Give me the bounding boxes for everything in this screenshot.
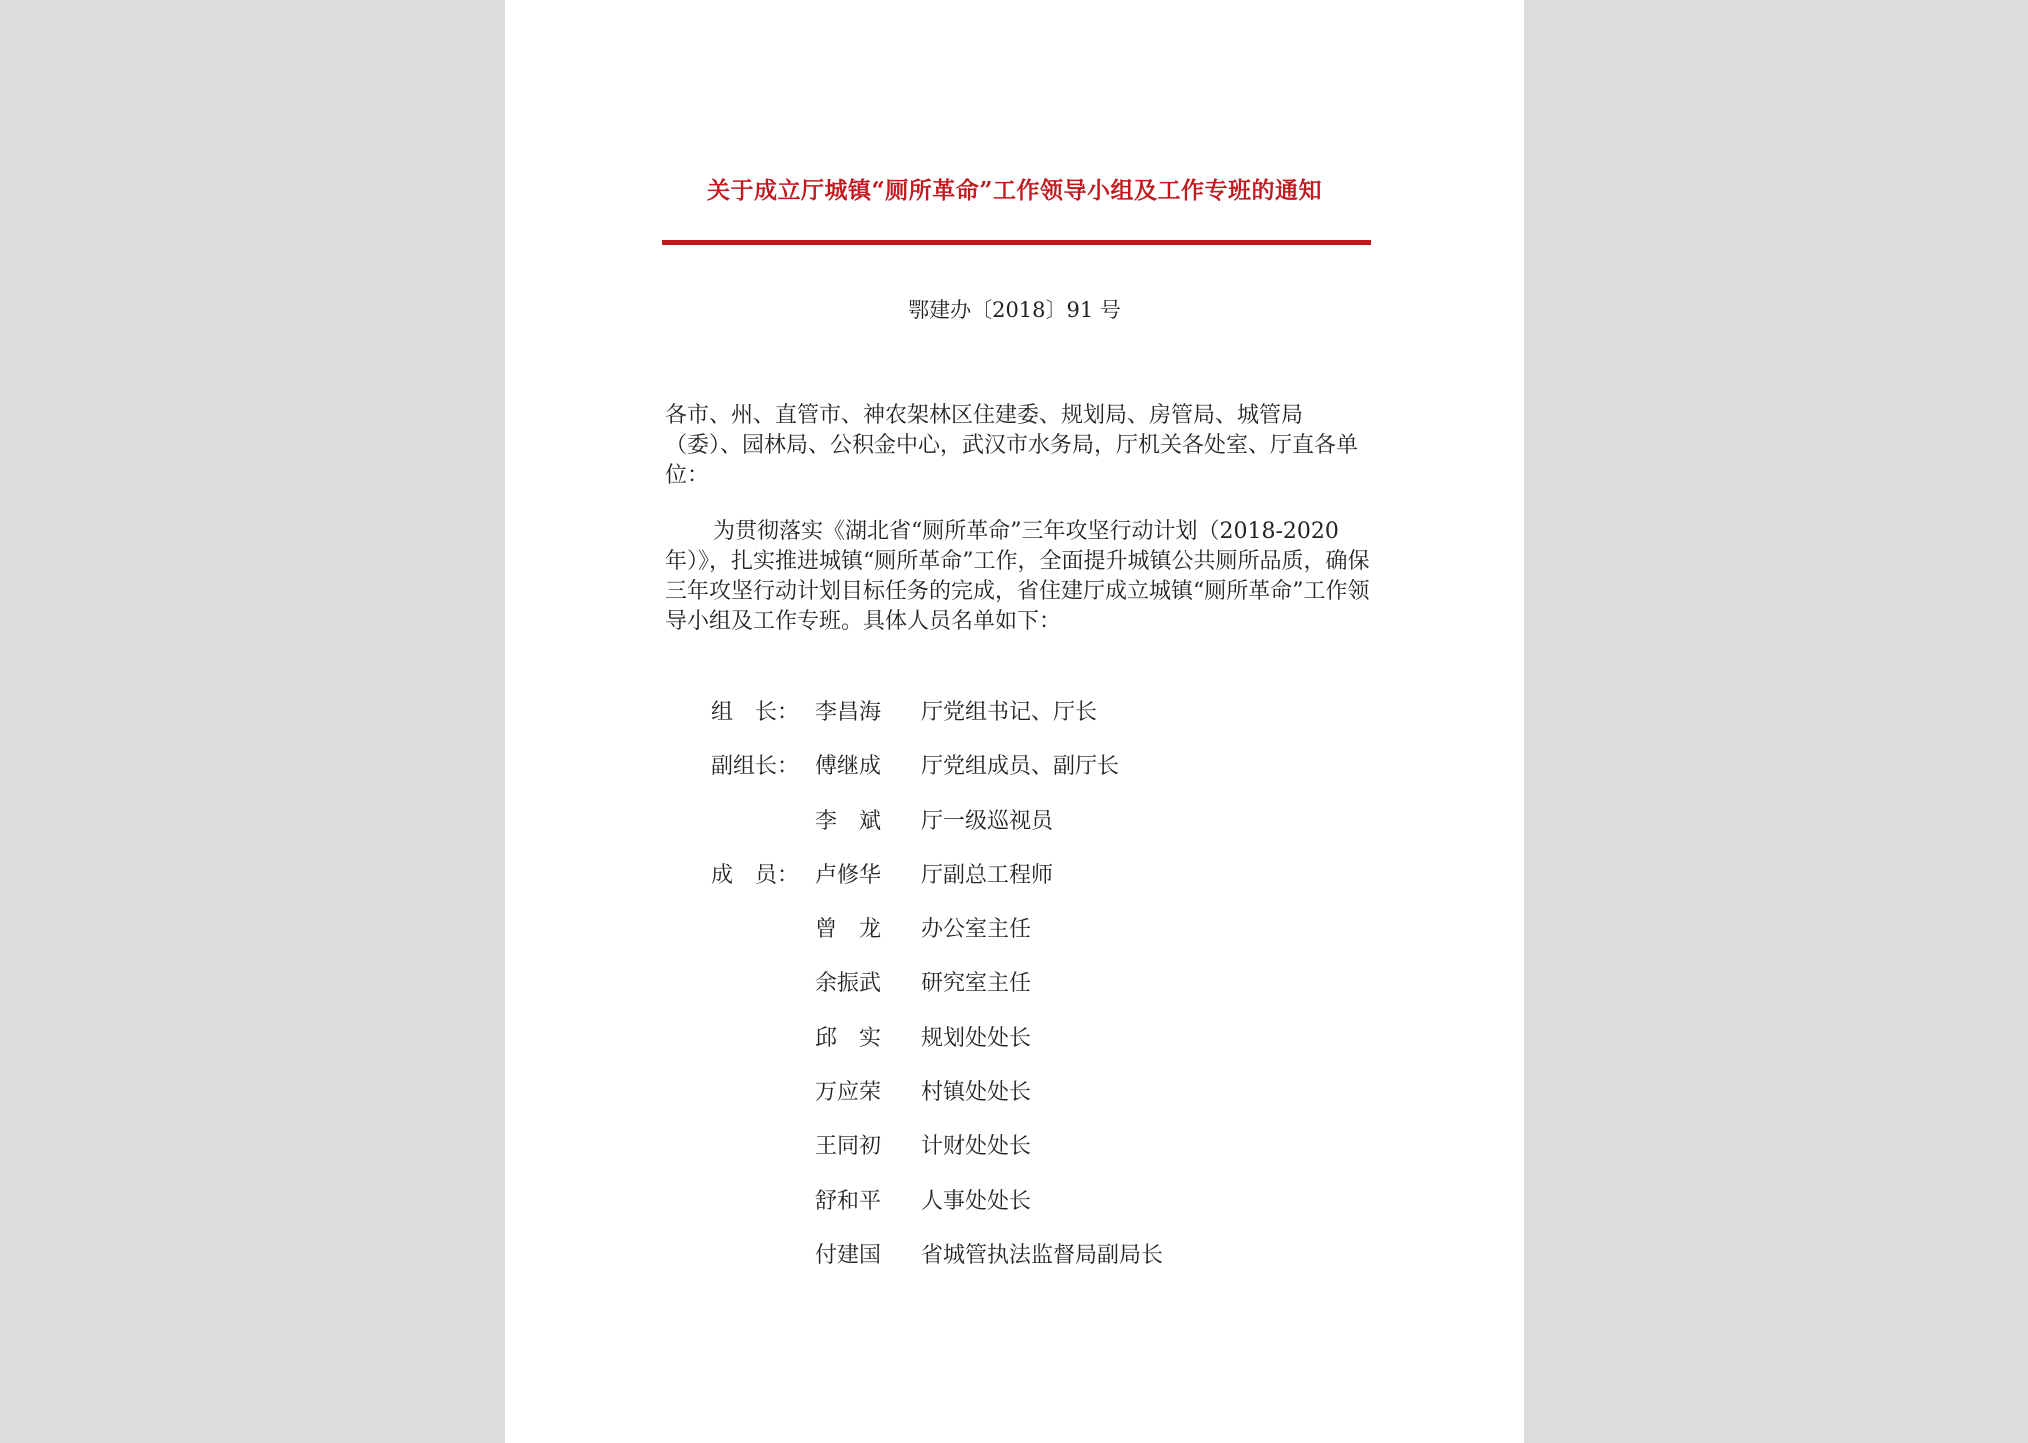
roster-title: 厅一级巡视员	[921, 808, 1054, 834]
roster-name: 付建国	[815, 1242, 882, 1268]
roster-role: 成 员：	[711, 862, 800, 888]
roster-name: 王同初	[815, 1134, 882, 1160]
roster-title: 规划处处长	[921, 1025, 1032, 1051]
roster-title: 研究室主任	[921, 971, 1032, 997]
roster-name: 舒和平	[815, 1188, 882, 1214]
roster-name: 傅继成	[815, 754, 882, 780]
roster-title: 办公室主任	[921, 917, 1032, 943]
roster-name: 李 斌	[815, 808, 882, 834]
document-title: 关于成立厅城镇“厕所革命”工作领导小组及工作专班的通知	[707, 177, 1322, 204]
roster-title: 村镇处处长	[921, 1080, 1032, 1106]
roster-title: 省城管执法监督局副局长	[921, 1242, 1164, 1268]
roster-role: 组 长：	[711, 700, 800, 725]
roster-name: 李昌海	[815, 700, 882, 725]
roster-title: 计财处处长	[921, 1134, 1032, 1160]
roster-title: 厅副总工程师	[921, 862, 1054, 888]
roster-name: 余振武	[815, 971, 882, 997]
document-page	[505, 0, 1524, 1443]
roster-title: 厅党组成员、副厅长	[921, 754, 1120, 780]
roster-name: 邱 实	[815, 1025, 882, 1051]
red-header-rule	[662, 240, 1371, 245]
document-number: 鄂建办〔2018〕91 号	[908, 298, 1121, 322]
roster-title: 厅党组书记、厅长	[921, 700, 1098, 725]
roster-name: 万应荣	[815, 1080, 882, 1106]
body-paragraph: 为贯彻落实《湖北省“厕所革命”三年攻坚行动计划（2018-2020 年）》，扎实推进城镇“厕所革命”工作，全面提升城镇公共厕所品质，确保三年攻坚行动计划目标任务的完成，省住建厅成立城镇“厕所革命”工作领导小组及工作专班。具体人员名单如下：	[665, 519, 1370, 634]
roster-name: 曾 龙	[815, 917, 882, 943]
roster-title: 人事处处长	[921, 1188, 1032, 1214]
roster-name: 卢修华	[815, 862, 882, 888]
roster-role: 副组长：	[711, 754, 800, 780]
addressee-paragraph: 各市、州、直管市、神农架林区住建委、规划局、房管局、城管局（委）、园林局、公积金中心，武汉市水务局，厅机关各处室、厅直各单位：	[665, 403, 1359, 488]
